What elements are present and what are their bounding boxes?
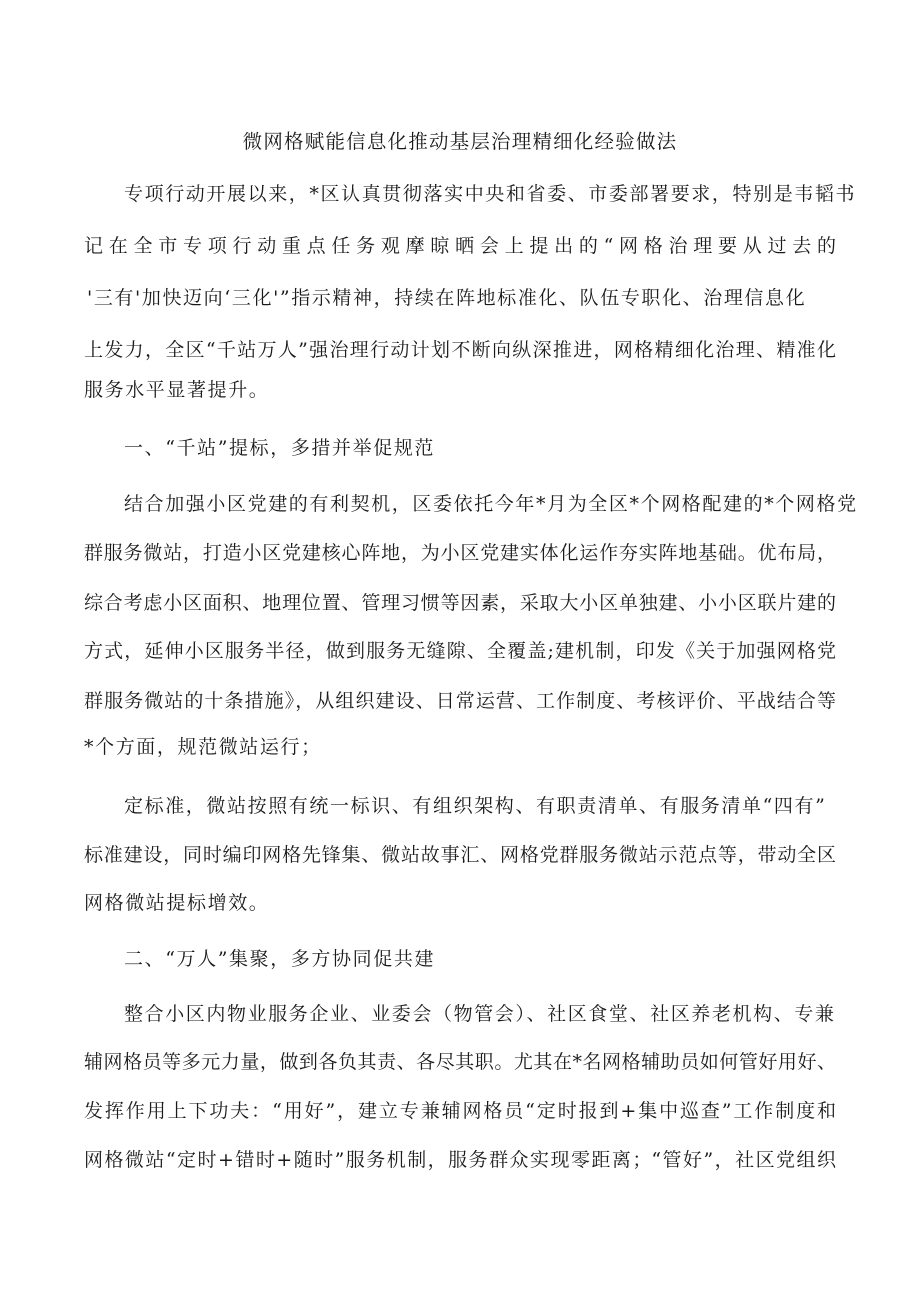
paragraph-4-line-3: 发挥作用上下功夫：“用好”，建立专兼辅网格员“定时报到+集中巡查”工作制度和 (84, 1100, 836, 1122)
paragraph-3-line-1: 定标准，微站按照有统一标识、有组织架构、有职责清单、有服务清单“四有” (124, 795, 827, 817)
paragraph-2-line-5: 群服务微站的十条措施》，从组织建设、日常运营、工作制度、考核评价、平战结合等 (84, 690, 836, 712)
paragraph-2-line-1: 结合加强小区党建的有利契机，区委依托今年*月为全区*个网格配建的*个网格党 (124, 493, 858, 515)
section-heading-1: 一、“千站”提标，多措并举促规范 (124, 437, 436, 459)
paragraph-1-line-5: 服务水平显著提升。 (84, 379, 270, 401)
paragraph-4-line-1: 整合小区内物业服务企业、业委会（物管会）、社区食堂、社区养老机构、专兼 (124, 1003, 836, 1025)
paragraph-4-line-4: 网格微站“定时+错时+随时”服务机制，服务群众实现零距离；“管好”，社区党组织 (84, 1149, 836, 1171)
paragraph-1-line-2: 记在全市专项行动重点任务观摩晾晒会上提出的“网格治理要从过去的 (84, 235, 836, 257)
document-title: 微网格赋能信息化推动基层治理精细化经验做法 (242, 130, 678, 153)
paragraph-1-line-3: '三有'加快迈向‘三化'”指示精神，持续在阵地标准化、队伍专职化、治理信息化 (87, 287, 807, 309)
paragraph-4-line-2: 辅网格员等多元力量，做到各负其责、各尽其职。尤其在*名网格辅助员如何管好用好、 (84, 1051, 836, 1073)
paragraph-3-line-3: 网格微站提标增效。 (84, 892, 270, 914)
paragraph-2-line-4: 方式，延伸小区服务半径，做到服务无缝隙、全覆盖;建机制，印发《关于加强网格党 (84, 640, 836, 662)
paragraph-2-line-6: *个方面，规范微站运行； (84, 736, 322, 758)
paragraph-2-line-3: 综合考虑小区面积、地理位置、管理习惯等因素，采取大小区单独建、小小区联片建的 (84, 592, 836, 614)
paragraph-1-line-4: 上发力，全区“千站万人”强治理行动计划不断向纵深推进，网格精细化治理、精准化 (84, 339, 836, 361)
paragraph-1-line-1: 专项行动开展以来，*区认真贯彻落实中央和省委、市委部署要求，特别是韦韬书 (124, 183, 857, 205)
paragraph-3-line-2: 标准建设，同时编印网格先锋集、微站故事汇、网格党群服务微站示范点等，带动全区 (84, 844, 836, 866)
section-heading-2: 二、“万人”集聚，多方协同促共建 (124, 948, 436, 970)
paragraph-2-line-2: 群服务微站，打造小区党建核心阵地，为小区党建实体化运作夯实阵地基础。优布局， (84, 542, 836, 564)
